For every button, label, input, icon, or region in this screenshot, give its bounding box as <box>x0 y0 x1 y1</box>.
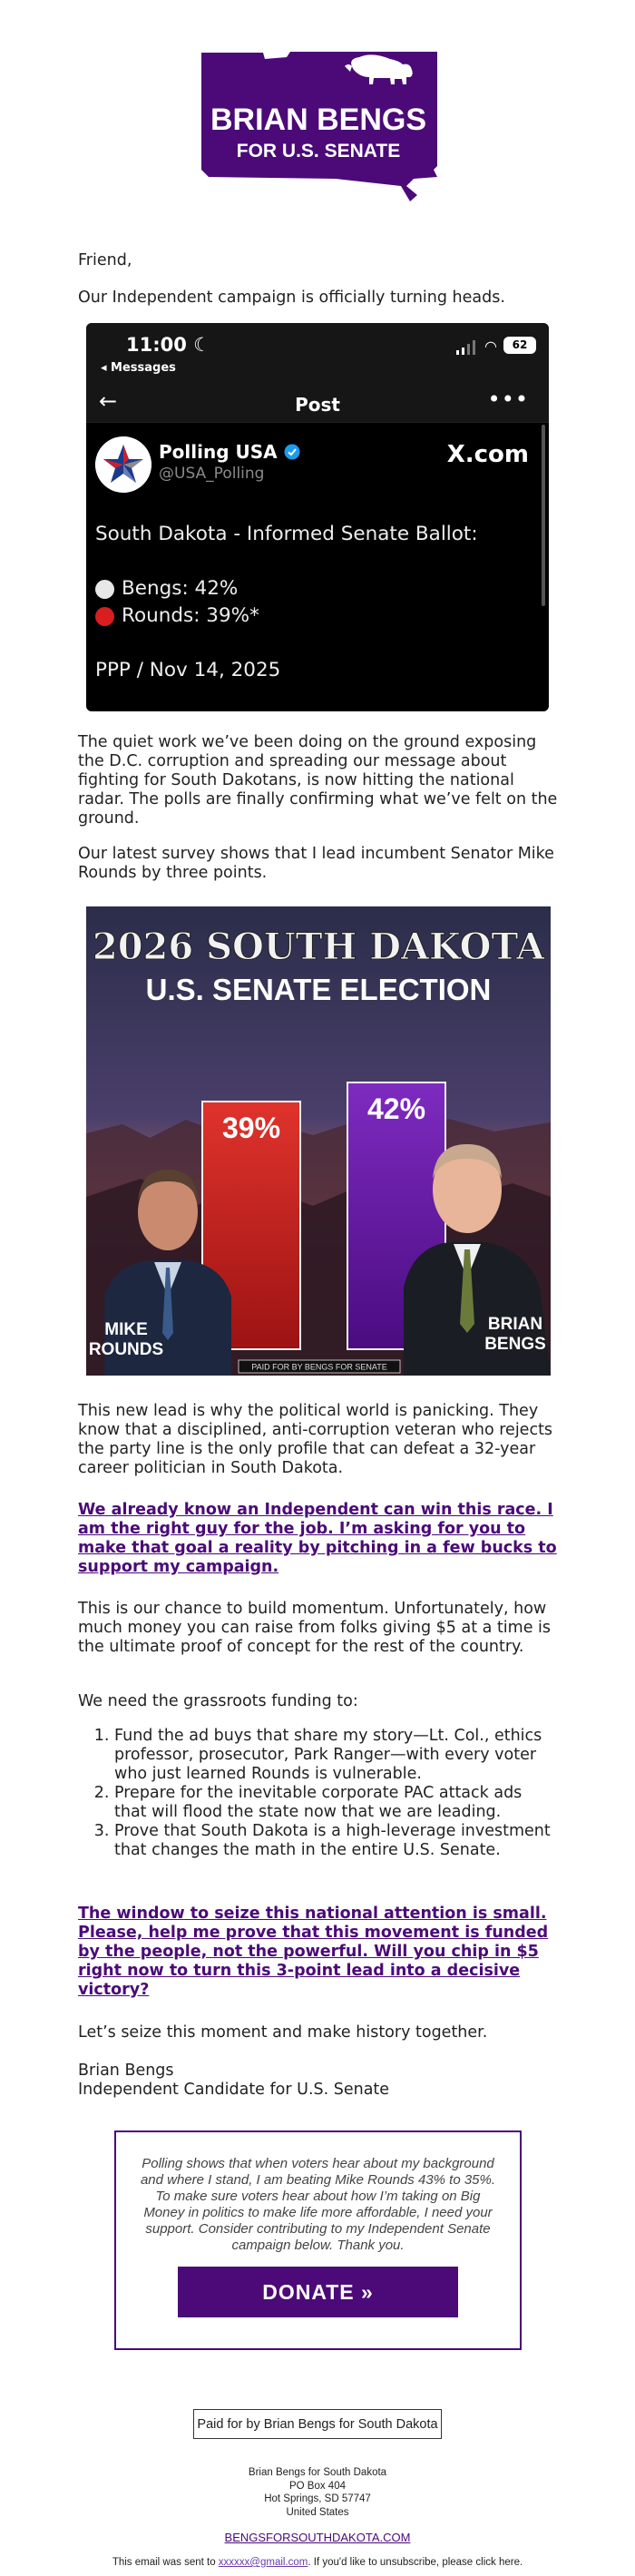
bengs-pct-label: 42% <box>366 1092 426 1125</box>
unsubscribe-link[interactable]: . If you'd like to unsubscribe, please click here. <box>308 2557 523 2568</box>
support-link-1[interactable]: We already know an Independent can win this race. I am the right guy for the job. I’m asking for you to make that goal a reality by pitching in a few bucks to support my campaign. <box>78 1501 557 1576</box>
tweet-screenshot <box>86 323 549 711</box>
right-name-1: BRIAN <box>487 1315 543 1334</box>
appeal-text: Polling shows that when voters hear about my background and where I stand, I am beating Mike Rounds 43% to 35%. To make sure voters hear about how I’m taking on Big Money in politics to make life more affordable, I need your support. Consider contributing to my Independent Senate campaign below. Thank you. <box>140 2156 496 2253</box>
logo-line2: FOR U.S. SENATE <box>236 141 401 162</box>
mailing-address <box>0 2466 635 2519</box>
paragraph-1: The quiet work we’ve been doing on the ground exposing the D.C. corruption and spreading our message about fighting for South Dakotans, is now hitting the national radar. The polls are finally confirming what we’ve felt on the ground. <box>78 733 558 828</box>
left-name-2: ROUNDS <box>88 1340 164 1359</box>
right-name-2: BENGS <box>484 1335 546 1354</box>
bengs-result: Bengs: 42% <box>122 577 239 600</box>
list-item: 3. Prove that South Dakota is a high-leverage investment that changes the math in the entire U.S. Senate. <box>114 1822 559 1860</box>
post-content <box>86 423 549 711</box>
wifi-icon: ◠ <box>484 338 497 355</box>
website-link[interactable]: BENGSFORSOUTHDAKOTA.COM <box>224 2531 411 2544</box>
address-line: Brian Bengs for South Dakota <box>248 2467 387 2478</box>
logo-line1: BRIAN BENGS <box>210 103 427 137</box>
account-handle: @USA_Polling <box>159 465 265 483</box>
post-headline: South Dakota - Informed Senate Ballot: <box>95 523 478 545</box>
scroll-indicator <box>542 425 545 606</box>
left-name-1: MIKE <box>104 1320 148 1339</box>
signal-icon <box>456 340 476 355</box>
address-line: PO Box 404 <box>288 2480 346 2492</box>
graphic-title-1: 2026 SOUTH DAKOTA <box>92 926 545 968</box>
back-to-messages: ◂ Messages <box>101 361 176 375</box>
support-link-2[interactable]: The window to seize this national attention is small. Please, help me prove that this movement is funded by the people, not the powerful. Will you chip in $5 right now to turn this 3-point lead into a decisive victory? <box>78 1905 549 1999</box>
graphic-title-2: U.S. SENATE ELECTION <box>145 973 492 1006</box>
address-line: Hot Springs, SD 57747 <box>264 2493 371 2504</box>
moon-icon: ☾ <box>193 334 210 356</box>
post-title: Post <box>295 394 340 416</box>
donate-appeal-box <box>114 2130 522 2350</box>
phone-status-bar <box>86 323 549 385</box>
unsub-prefix: This email was sent to <box>112 2557 219 2568</box>
post-nav-bar <box>86 385 549 423</box>
list-item: 1. Fund the ad buys that share my story—Lt. Col., ethics professor, prosecutor, Park Ranger—with every voter who just learned Rounds is vulnerable. <box>114 1727 559 1784</box>
more-options-icon: ••• <box>487 387 529 412</box>
rounds-pct-label: 39% <box>221 1112 281 1144</box>
address-line: United States <box>286 2506 349 2518</box>
post-footer: PPP / Nov 14, 2025 <box>95 659 281 681</box>
source-site: X.com <box>446 441 529 468</box>
status-time: 11:00 ☾ <box>126 334 210 356</box>
back-arrow-icon: ← <box>99 388 118 414</box>
signature-title: Independent Candidate for U.S. Senate <box>78 2081 390 2099</box>
donate-button[interactable]: DONATE » <box>178 2267 458 2317</box>
post-text <box>95 521 478 684</box>
signature-name: Brian Bengs <box>78 2062 174 2080</box>
white-circle-icon <box>95 580 114 599</box>
intro-line: Our Independent campaign is officially turning heads. <box>78 289 505 307</box>
recipient-email[interactable]: xxxxxx@gmail.com <box>218 2557 308 2568</box>
paragraph-2: Our latest survey shows that I lead incumbent Senator Mike Rounds by three points. <box>78 845 554 882</box>
paid-for-notice: Paid for by Brian Bengs for South Dakota <box>193 2409 442 2439</box>
account-name: Polling USA <box>159 441 300 463</box>
paragraph-4: This is our chance to build momentum. Unfortunately, how much money you can raise from folks giving $5 at a time is the ultimate proof of concept for the rest of the country. <box>78 1600 552 1656</box>
graphic-paid-note: PAID FOR BY BENGS FOR SENATE <box>251 1362 387 1372</box>
polling-usa-avatar <box>95 436 151 493</box>
funding-list <box>78 1727 559 1860</box>
election-poll-graphic <box>86 906 551 1376</box>
verified-badge-icon <box>284 444 300 460</box>
greeting: Friend, <box>78 251 132 269</box>
paragraph-3: This new lead is why the political world is panicking. They know that a disciplined, anti-corruption veteran who rejects the party line is the only profile that can defeat a 32-year career politician in South Dakota. <box>78 1402 553 1477</box>
red-circle-icon <box>95 607 114 626</box>
rounds-result: Rounds: 39%* <box>122 604 259 627</box>
campaign-logo[interactable] <box>200 50 437 202</box>
list-item: 2. Prepare for the inevitable corporate PAC attack ads that will flood the state now that we are leading. <box>114 1784 559 1822</box>
battery-icon: 62 <box>503 337 536 354</box>
paragraph-6: Let’s seize this moment and make history together. <box>78 2023 488 2042</box>
unsubscribe-line <box>0 2557 635 2568</box>
paragraph-5: We need the grassroots funding to: <box>78 1692 358 1710</box>
